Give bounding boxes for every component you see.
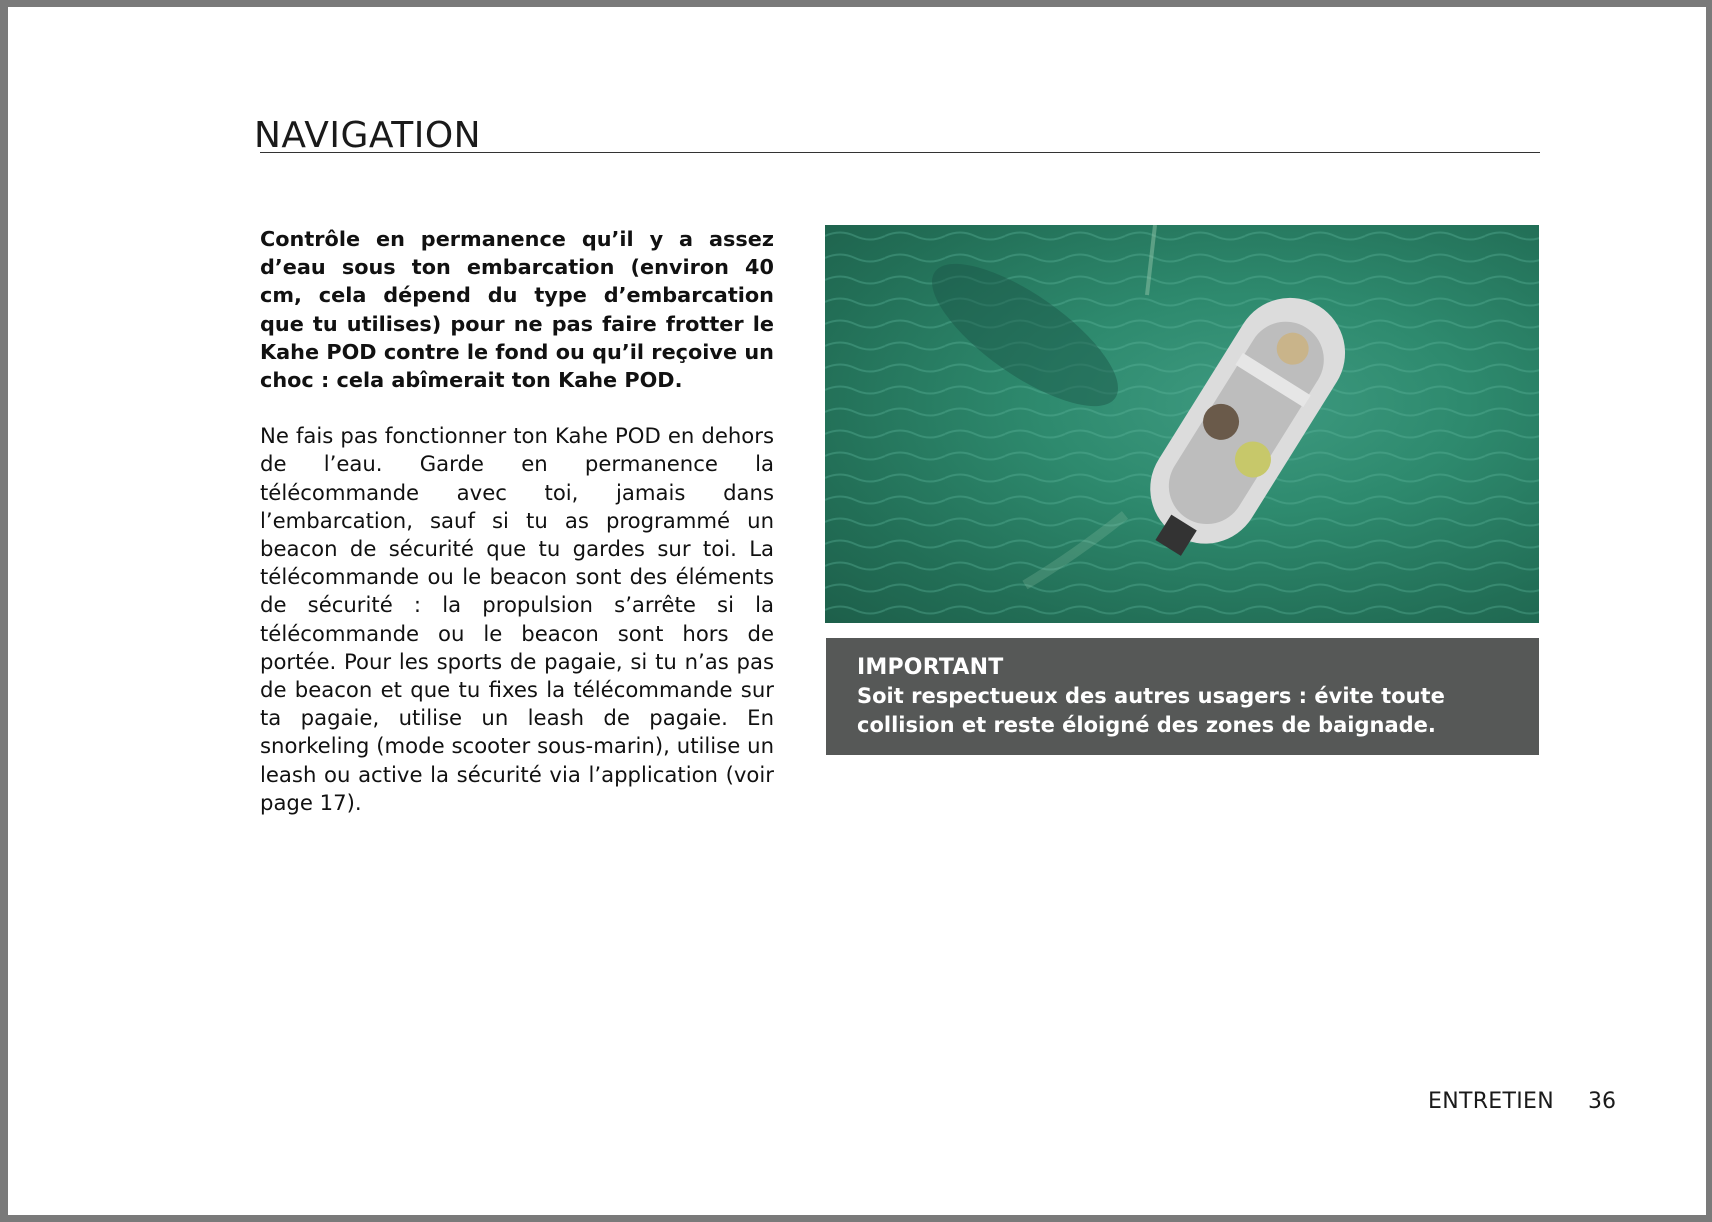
photo-illustration [825,225,1539,623]
callout-title: IMPORTANT [857,655,1004,680]
text-column [260,225,774,817]
boat-aerial-photo [825,225,1539,623]
footer-section-name: ENTRETIEN [1428,1089,1554,1114]
bold-paragraph: Contrôle en permanence qu’il y a assez d’eau sous ton embarcation (environ 40 cm, cela dépend du type d’embarcation que tu utilises) pour ne pas faire frotter le Kahe POD contre le fond ou qu’il reçoive un choc : cela abîmerait ton Kahe POD. [260,227,774,393]
title-divider [260,152,1540,153]
important-callout [826,638,1539,755]
page-title: NAVIGATION [254,115,482,156]
body-paragraph: Ne fais pas fonctionner ton Kahe POD en dehors de l’eau. Garde en permanence la télécommande avec toi, jamais dans l’embarcation, sauf si tu as programmé un beacon de sécurité que tu gardes sur toi. La télécommande ou le beacon sont des éléments de sécurité : la propulsion s’arrête si la télécommande ou le beacon sont hors de portée. Pour les sports de pagaie, si tu n’as pas de beacon et que tu fixes la télécommande sur ta pagaie, utilise un leash de pagaie. En snorkeling (mode scooter sous-marin), utilise un leash ou active la sécurité via l’application (voir page 17). [260,423,774,815]
callout-text: Soit respectueux des autres usagers : évite toute collision et reste éloigné des zones de baignade. [857,684,1445,737]
document-page [8,7,1706,1215]
footer-page-number: 36 [1588,1089,1616,1114]
